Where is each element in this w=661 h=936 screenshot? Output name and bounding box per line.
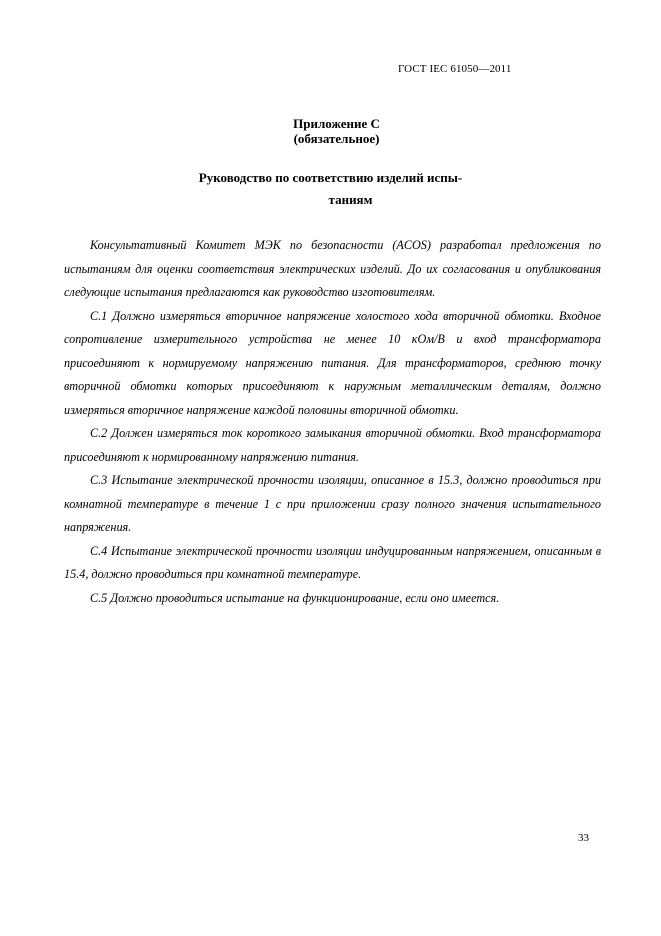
- paragraph-c5: С.5 Должно проводиться испытание на функционирование, если оно имеется.: [90, 590, 500, 605]
- paragraph-c2: С.2 Должен измеряться ток короткого замыкания вторичной обмотки. Вход трансформатора присоединяют к нормированному напряжению питания.: [64, 426, 601, 464]
- section-title-line-2: таниям: [328, 192, 373, 207]
- appendix-heading: [0, 116, 661, 146]
- page-number: 33: [578, 832, 589, 844]
- paragraph-c1: С.1 Должно измеряться вторичное напряжение холостого хода вторичной обмотки. Входное сопротивление измерительного устройства не менее 10 кОм/В и вход трансформатора присоединяют к нормируемому напряжению питания. Для трансформаторов, среднюю точку вторичной обмотки которых присоединяют к наружным металлическим деталям, должно измеряться вторичное напряжение каждой половины вторичной обмотки.: [64, 308, 601, 417]
- paragraph-intro: Консультативный Комитет МЭК по безопасности (ACOS) разработал предложения по испытаниям для оценки соответствия электрических изделий. До их согласования и опубликования следующие испытания предлагаются как руководство изготовителям.: [64, 238, 601, 299]
- document-header: ГОСТ IEC 61050—2011: [398, 63, 512, 75]
- section-title-line-1: Руководство по соответствию изделий испы-: [198, 170, 463, 185]
- appendix-title: Приложение С: [293, 116, 380, 131]
- body-text: [64, 234, 601, 610]
- paragraph-c4: С.4 Испытание электрической прочности изоляции индуцированным напряжением, описанным в 15.4, должно проводиться при комнатной температуре.: [64, 543, 601, 581]
- appendix-status: (обязательное): [293, 131, 380, 146]
- paragraph-c3: С.3 Испытание электрической прочности изоляции, описанное в 15.3, должно проводиться при комнатной температуре в течение 1 с при приложении сразу полного значения испытательного напряжения.: [64, 473, 601, 534]
